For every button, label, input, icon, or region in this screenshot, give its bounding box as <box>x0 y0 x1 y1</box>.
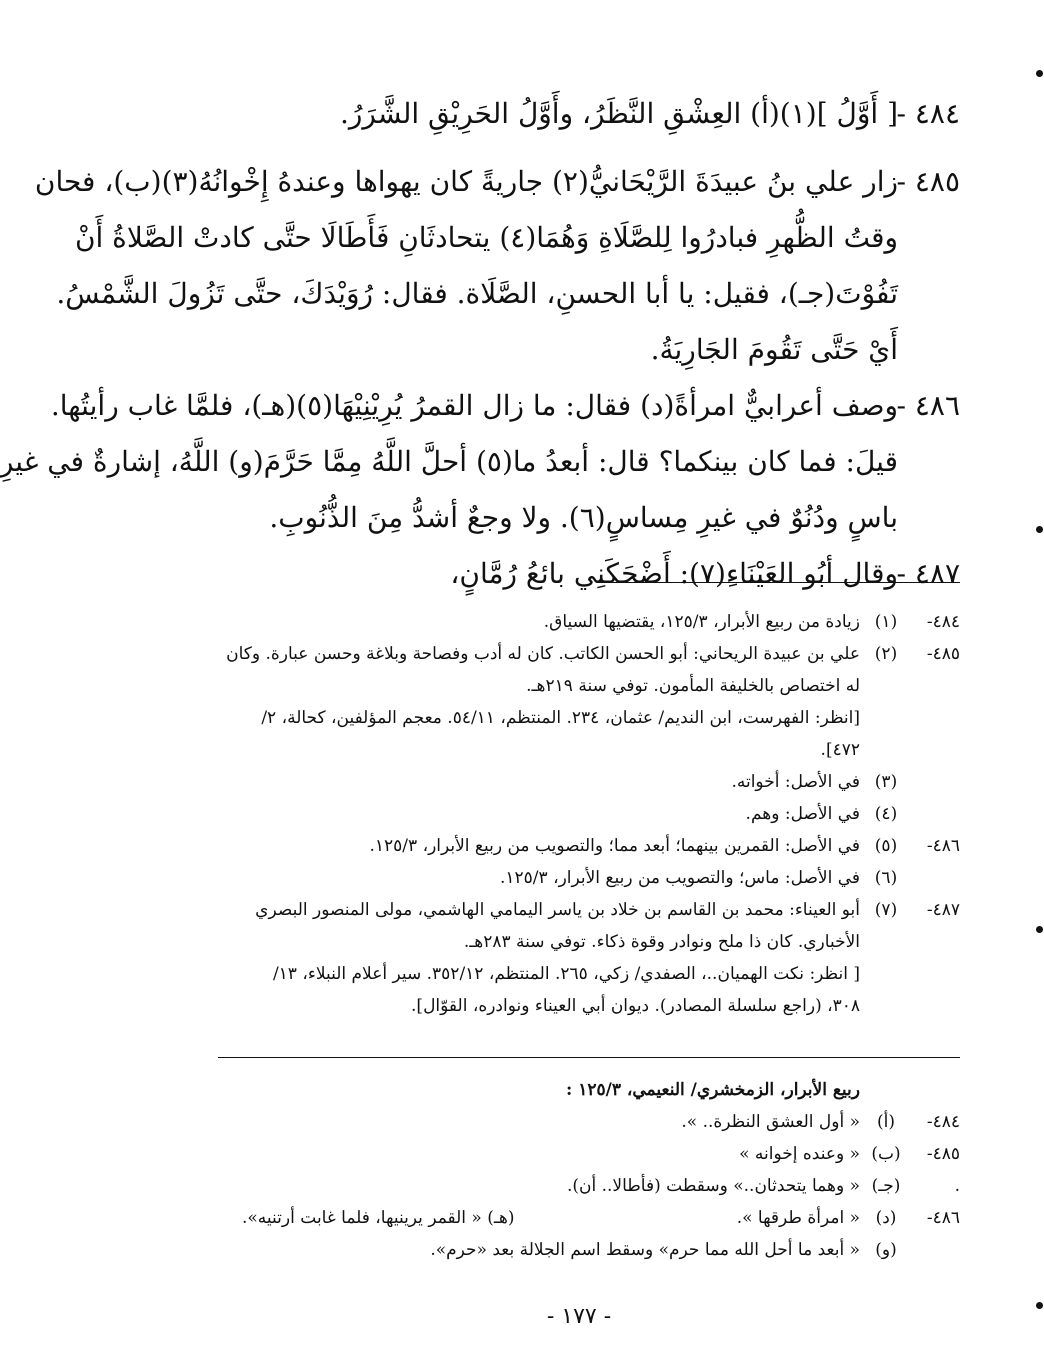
footnote-1 <box>218 606 960 638</box>
footnote-divider <box>598 582 960 583</box>
variant-text: « أبعد ما أحل الله مما حرم» وسقط اسم الجلالة بعد «حرم». <box>430 1240 860 1260</box>
entry-line: زار علي بنُ عبيدَةَ الرَّيْحَانيُّ(٢) جاريةً كان يهواها وعندهُ إِخْوانُهُ(٣)(ب)، فحان <box>34 165 898 198</box>
footnote-entry-number: ٤٨٦- <box>926 836 960 856</box>
entry-number: ٤٨٤ - <box>896 97 960 130</box>
entry-line: وقتُ الظُّهرِ فبادرُوا لِلصَّلَاةِ وَهُمَا(٤) يتحادثَانِ فَأَطَالَا حتَّى كادتْ الصَّلاةُ أَنْ <box>74 221 898 254</box>
entry-line: أَيْ حَتَّى تَقُومَ الجَارِيَةُ. <box>650 333 898 366</box>
footnote-index: (٢) <box>874 644 898 664</box>
entry-485 <box>34 154 960 378</box>
entry-line: [ أَوَّلُ ](١)(أ) العِشْقِ النَّظَرُ، وأَوَّلُ الحَرِيْقِ الشَّرَرُ. <box>340 97 898 130</box>
entry-number: ٤٨٧ - <box>896 557 960 590</box>
footnote-line: في الأصل: وهم. <box>745 804 860 824</box>
variants-divider <box>218 1057 960 1058</box>
entry-line: قيلَ: فما كان بينكما؟ قال: أبعدُ ما(٥) أحلَّ اللَّهُ مِمَّا حَرَّمَ(و) اللَّهُ، إشارةٌ في غيرِ <box>0 445 898 478</box>
variant-index: (جـ) <box>871 1176 901 1196</box>
variant-text: « وهما يتحدثان..» وسقطت (فأطالا.. أن). <box>566 1176 860 1196</box>
variant-index: (د) <box>875 1208 897 1228</box>
footnote-entry-number: ٤٨٥- <box>926 644 960 664</box>
entry-486 <box>0 378 960 546</box>
footnote-entry-number: ٤٨٤- <box>926 612 960 632</box>
footnote-entry-number: ٤٨٧- <box>926 900 960 920</box>
footnotes <box>218 606 960 1022</box>
variant-readings <box>218 1074 960 1266</box>
footnote-index: (٧) <box>874 900 898 920</box>
footnote-2 <box>218 638 960 766</box>
footnote-6 <box>218 862 960 894</box>
footnote-7 <box>218 894 960 1022</box>
footnote-line: علي بن عبيدة الريحاني: أبو الحسن الكاتب. كان له أدب وفصاحة وبلاغة وحسن عبارة. وكان <box>226 644 860 664</box>
entry-line: وصف أعرابيٌّ امرأةً(د) فقال: ما زال القمرُ يُرِيْنِيْهَا(٥)(هـ)، فلمَّا غاب رأيتُها. <box>50 389 898 422</box>
footnote-line: الأخباري. كان ذا ملح ونوادر وقوة ذكاء. توفي سنة ٢٨٣هـ. <box>463 932 860 952</box>
footnote-line: في الأصل: ماس؛ والتصويب من ربيع الأبرار، ١٢٥/٣. <box>500 868 860 888</box>
variant-row <box>218 1170 960 1202</box>
entry-line: باسٍ ودُنُوٌ في غيرِ مِساسٍ(٦). ولا وجعٌ أشدُّ مِنَ الذُّنُوبِ. <box>269 501 898 534</box>
footnote-line: له اختصاص بالخليفة المأمون. توفي سنة ٢١٩هـ. <box>526 676 860 696</box>
footnote-5 <box>218 830 960 862</box>
variant-row <box>218 1234 960 1266</box>
footnote-line: أبو العيناء: محمد بن القاسم بن خلاد بن ياسر اليمامي الهاشمي، مولى المنصور البصري <box>255 900 860 920</box>
page-number: - ١٧٧ - <box>546 1304 612 1329</box>
footnote-index: (١) <box>874 612 898 632</box>
footnote-index: (٥) <box>874 836 898 856</box>
footnote-line: [انظر: الفهرست، ابن النديم/ عثمان، ٢٣٤. المنتظم، ٥٤/١١. معجم المؤلفين، كحالة، ٢/ <box>261 708 860 728</box>
entry-487 <box>210 546 960 602</box>
footnote-index: (٤) <box>874 804 898 824</box>
entry-484 <box>210 86 960 142</box>
footnote-line: زيادة من ربيع الأبرار، ١٢٥/٣، يقتضيها السياق. <box>543 612 860 632</box>
margin-dot <box>1036 926 1043 933</box>
entry-line: تَفُوْتَ(جـ)، فقيل: يا أبا الحسنِ، الصَّلَاة. فقال: رُوَيْدَكَ، حتَّى تَزُولَ الشَّمْسُ. <box>56 277 898 310</box>
footnote-index: (٣) <box>874 772 898 792</box>
footnote-line: ٣٠٨، (راجع سلسلة المصادر). ديوان أبي العيناء ونوادره، القوّال]. <box>411 996 860 1016</box>
margin-dot <box>1036 526 1043 533</box>
variant-entry-number: ٤٨٥- <box>926 1144 960 1164</box>
footnote-index: (٦) <box>874 868 898 888</box>
footnote-3 <box>218 766 960 798</box>
entry-number: ٤٨٥ - <box>896 165 960 198</box>
variant-index: (ب) <box>871 1144 901 1164</box>
entry-number: ٤٨٦ - <box>896 389 960 422</box>
variant-text: « أول العشق النظرة.. ». <box>681 1112 860 1132</box>
variant-row <box>218 1138 960 1170</box>
variant-text-secondary: (هـ) « القمر يرينيها، فلما غابت أرتنيه». <box>242 1208 515 1228</box>
footnote-line: في الأصل: أخواته. <box>731 772 860 792</box>
variant-row <box>218 1202 960 1234</box>
variant-text: « امرأة طرقها ». <box>736 1208 860 1228</box>
variant-entry-number: ٤٨٤- <box>926 1112 960 1132</box>
entry-line: وقال أبُو العَيْنَاءِ(٧): أَضْحَكَنِي بائعُ رُمَّانٍ، <box>450 557 898 590</box>
variant-row <box>218 1106 960 1138</box>
footnote-line: [ انظر: نكت الهميان..، الصفدي/ زكي، ٢٦٥. المنتظم، ٣٥٢/١٢. سير أعلام النبلاء، ١٣/ <box>272 964 860 984</box>
variant-entry-number: ٤٨٦- <box>926 1208 960 1228</box>
variant-index: (أ) <box>877 1112 895 1132</box>
footnote-line: ٤٧٢]. <box>820 740 860 760</box>
variant-index: (و) <box>875 1240 897 1260</box>
variant-text: « وعنده إخوانه » <box>739 1144 860 1164</box>
footnote-4 <box>218 798 960 830</box>
footnote-line: في الأصل: القمرين بينهما؛ أبعد مما؛ والتصويب من ربيع الأبرار، ١٢٥/٣. <box>369 836 860 856</box>
variant-entry-number: . <box>954 1176 960 1196</box>
margin-dot <box>1036 70 1043 77</box>
main-text <box>0 86 960 602</box>
variants-heading: ربيع الأبرار، الزمخشري/ النعيمي، ١٢٥/٣ : <box>566 1080 860 1100</box>
